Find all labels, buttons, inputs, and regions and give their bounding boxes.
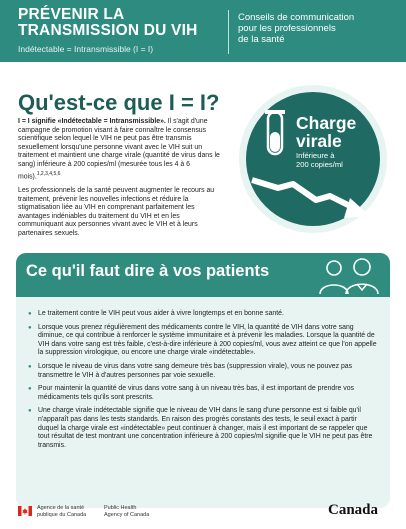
paragraph-definition xyxy=(18,118,226,181)
graphic-title xyxy=(296,114,356,150)
graphic-title-line-1: Charge xyxy=(296,113,357,133)
section-title-patients: Ce qu'il faut dire à vos patients xyxy=(26,262,270,280)
audience-label xyxy=(238,12,388,45)
document-title xyxy=(18,7,197,39)
audience-line-2: pour les professionnels xyxy=(238,23,336,34)
definition-bold: I = I signifie «Indétectable = Intransmissible». xyxy=(18,118,166,125)
agency-en-line-2: Agency of Canada xyxy=(104,511,150,518)
people-conversation-icon xyxy=(314,254,384,296)
graphic-title-line-2: virale xyxy=(296,131,342,151)
list-item: ● Lorsque vous prenez régulièrement des médicaments contre le VIH, la quantité de VIH dans votre sang diminue, ce qui contribue à renforcer le système immunitaire et à prévenir les maladies. Lorsque la quantité de VIH dans votre sang est très faible, c'est-à-dire inférieure à 200 copies/ml, vous avez atteint ce que l'on appelle la suppression virologique, ou encore une charge virale «indétectable». xyxy=(28,324,378,358)
paragraph-professionals: Les professionnels de la santé peuvent augmenter le recours au traitement, prévenir les nouvelles infections et réduire la stigmatisation liée au VIH en comprenant parfaitement les avantages indéniables du traitement du VIH et en les communiquant aux personnes vivant avec le VIH et à leurs partenaires sexuels. xyxy=(18,187,215,237)
agency-name-en xyxy=(104,505,149,518)
agency-fr-line-2: publique du Canada xyxy=(37,511,87,518)
audience-line-3: de la santé xyxy=(238,34,285,45)
list-item: ● Le traitement contre le VIH peut vous aider à vivre longtemps et en bonne santé. xyxy=(28,310,378,319)
audience-line-1: Conseils de communication xyxy=(238,12,355,23)
patient-messages-list xyxy=(28,310,378,455)
graphic-sub-line-1: Inférieure à xyxy=(296,151,335,160)
title-line-2: TRANSMISSION DU VIH xyxy=(18,22,198,39)
references: 1,2,3,4,5,6 xyxy=(36,170,61,177)
canada-flag-icon xyxy=(18,506,32,516)
list-item: ● Lorsque le niveau de virus dans votre sang demeure très bas (suppression virale), vous ne pouvez pas transmettre le VIH à d'autres personnes par voie sexuelle. xyxy=(28,363,378,380)
list-item: ● Une charge virale indétectable signifie que le niveau de VIH dans le sang d'une personne est si faible qu'il n'apparaît pas dans les tests standards. En raison des progrès constants des tests, le seuil exact à partir duquel la charge virale est «indétectable» peut continuer à changer, mais il est important de se rappeler que tout résultat de test montrant une concentration inférieure à 200 copies/ml signifie que le VIH ne peut pas être transmis. xyxy=(28,407,378,450)
agency-fr-line-1: Agence de la santé xyxy=(37,505,85,511)
canada-wordmark: Canada xyxy=(328,502,379,518)
agency-en-line-1: Public Health xyxy=(104,505,137,511)
title-line-1: PRÉVENIR LA xyxy=(18,6,125,23)
list-item: ● Pour maintenir la quantité de virus dans votre sang à un niveau très bas, il est important de prendre vos médicaments tels qu'ils sont prescrits. xyxy=(28,385,378,402)
graphic-subtitle xyxy=(296,152,343,169)
document-subtitle: Indétectable = Intransmissible (I = I) xyxy=(18,44,154,54)
definition-text: Il s'agit d'une campagne de promotion visant à faire connaître le consensus scientifique selon lequel le VIH ne peut pas être transmis sexuellement lorsqu'une personne vivant avec le VIH suit un traitement et maintient une charge virale (quantité de virus dans le sang) inférieure à 200 copies/ml (mesurée tous les 4 à 6 mois). xyxy=(18,118,220,180)
graphic-sub-line-2: 200 copies/ml xyxy=(296,159,343,169)
section-title-what-is: Qu'est-ce que I = I? xyxy=(18,90,220,115)
agency-name-fr xyxy=(37,505,86,518)
header-divider xyxy=(228,10,229,54)
